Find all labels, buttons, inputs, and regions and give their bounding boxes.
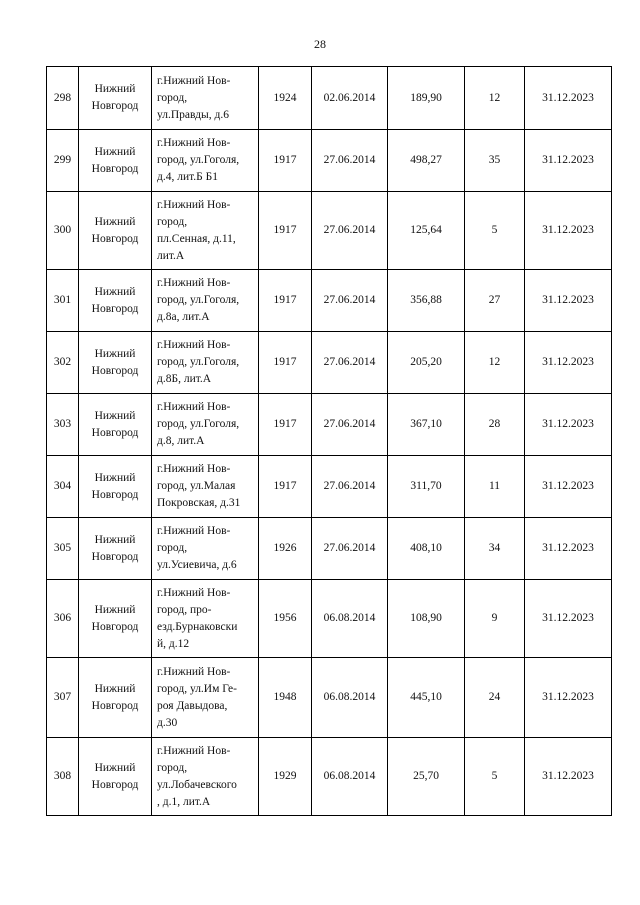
row-number: 299 (47, 130, 79, 192)
address-cell (152, 332, 259, 394)
address-cell-line: город, про- (157, 603, 212, 616)
date-cell: 27.06.2014 (312, 394, 388, 456)
address-cell-line: г.Нижний Нов- (157, 665, 231, 678)
date-cell: 27.06.2014 (312, 332, 388, 394)
row-number: 302 (47, 332, 79, 394)
date-cell: 06.08.2014 (312, 580, 388, 658)
address-cell-line: г.Нижний Нов- (157, 74, 231, 87)
area-cell: 125,64 (388, 192, 465, 270)
date-cell: 27.06.2014 (312, 130, 388, 192)
count-cell: 5 (465, 738, 525, 816)
city-cell-line: Нижний (94, 285, 136, 298)
address-cell (152, 456, 259, 518)
deadline-cell: 31.12.2023 (525, 580, 612, 658)
year-cell: 1929 (259, 738, 312, 816)
area-cell: 367,10 (388, 394, 465, 456)
deadline-cell: 31.12.2023 (525, 658, 612, 738)
table-row (47, 518, 612, 580)
city-cell (79, 270, 152, 332)
row-number: 300 (47, 192, 79, 270)
area-cell: 311,70 (388, 456, 465, 518)
deadline-cell: 31.12.2023 (525, 738, 612, 816)
address-cell (152, 270, 259, 332)
date-cell: 27.06.2014 (312, 192, 388, 270)
address-cell (152, 192, 259, 270)
city-cell-line: Новгород (91, 232, 139, 245)
address-cell-line: г.Нижний Нов- (157, 198, 231, 211)
city-cell (79, 130, 152, 192)
area-cell: 108,90 (388, 580, 465, 658)
year-cell: 1956 (259, 580, 312, 658)
city-cell-line: Новгород (91, 100, 139, 112)
count-cell: 9 (465, 580, 525, 658)
address-cell-line: город, ул.Гоголя, (157, 356, 240, 368)
table-row (47, 130, 612, 192)
address-cell-line: ул.Усиевича, д.6 (157, 559, 237, 571)
row-number: 303 (47, 394, 79, 456)
city-cell-line: Новгород (91, 778, 139, 791)
deadline-cell: 31.12.2023 (525, 394, 612, 456)
year-cell: 1948 (259, 658, 312, 738)
area-cell: 408,10 (388, 518, 465, 580)
city-cell (79, 456, 152, 518)
city-cell (79, 394, 152, 456)
city-cell-line: Нижний (94, 215, 136, 228)
count-cell: 12 (465, 67, 525, 130)
year-cell: 1917 (259, 130, 312, 192)
address-cell-line: езд.Бурнаковски (157, 620, 238, 633)
city-cell-line: Новгород (91, 620, 139, 633)
table-row (47, 394, 612, 456)
address-cell (152, 394, 259, 456)
count-cell: 11 (465, 456, 525, 518)
address-cell-line: д.8Б, лит.А (157, 373, 212, 385)
city-cell (79, 658, 152, 738)
deadline-cell: 31.12.2023 (525, 456, 612, 518)
city-cell-line: Нижний (94, 603, 136, 616)
table-row (47, 580, 612, 658)
city-cell-line: Новгород (91, 364, 139, 377)
table-row (47, 738, 612, 816)
address-cell-line: ул.Лобачевского (157, 778, 237, 791)
area-cell: 25,70 (388, 738, 465, 816)
year-cell: 1917 (259, 394, 312, 456)
count-cell: 35 (465, 130, 525, 192)
address-cell-line: г.Нижний Нов- (157, 525, 231, 537)
area-cell: 356,88 (388, 270, 465, 332)
row-number: 308 (47, 738, 79, 816)
address-cell-line: г.Нижний Нов- (157, 137, 231, 149)
address-cell-line: город, (157, 761, 188, 774)
city-cell (79, 332, 152, 394)
row-number: 305 (47, 518, 79, 580)
deadline-cell: 31.12.2023 (525, 67, 612, 130)
city-cell-line: Новгород (91, 302, 139, 315)
city-cell-line: Новгород (91, 699, 139, 712)
city-cell-line: Нижний (94, 347, 136, 360)
city-cell (79, 580, 152, 658)
table-body (47, 67, 612, 816)
year-cell: 1917 (259, 456, 312, 518)
housing-registry-table (46, 66, 612, 816)
count-cell: 28 (465, 394, 525, 456)
area-cell: 189,90 (388, 67, 465, 130)
date-cell: 27.06.2014 (312, 456, 388, 518)
table-row (47, 192, 612, 270)
address-cell-line: лит.А (157, 249, 185, 262)
deadline-cell: 31.12.2023 (525, 332, 612, 394)
address-cell (152, 518, 259, 580)
city-cell-line: Нижний (94, 682, 136, 695)
address-cell (152, 658, 259, 738)
address-cell-line: г.Нижний Нов- (157, 339, 231, 351)
address-cell-line: д.4, лит.Б Б1 (157, 171, 218, 183)
city-cell-line: Новгород (91, 162, 139, 175)
address-cell-line: г.Нижний Нов- (157, 401, 231, 413)
year-cell: 1917 (259, 270, 312, 332)
address-cell-line: г.Нижний Нов- (157, 744, 231, 757)
row-number: 301 (47, 270, 79, 332)
address-cell-line: город, (157, 215, 188, 228)
address-cell-line: , д.1, лит.А (157, 795, 211, 808)
city-cell-line: Нижний (94, 533, 136, 546)
address-cell-line: пл.Сенная, д.11, (157, 232, 236, 245)
address-cell-line: г.Нижний Нов- (157, 586, 231, 599)
city-cell-line: Новгород (91, 550, 139, 563)
year-cell: 1917 (259, 332, 312, 394)
city-cell-line: Нижний (94, 409, 136, 422)
count-cell: 27 (465, 270, 525, 332)
table-row (47, 658, 612, 738)
row-number: 298 (47, 67, 79, 130)
date-cell: 27.06.2014 (312, 270, 388, 332)
address-cell-line: г.Нижний Нов- (157, 277, 231, 289)
count-cell: 24 (465, 658, 525, 738)
address-cell (152, 738, 259, 816)
area-cell: 205,20 (388, 332, 465, 394)
count-cell: 5 (465, 192, 525, 270)
deadline-cell: 31.12.2023 (525, 130, 612, 192)
area-cell: 445,10 (388, 658, 465, 738)
address-cell (152, 130, 259, 192)
city-cell (79, 67, 152, 130)
row-number: 304 (47, 456, 79, 518)
address-cell-line: город, (157, 91, 188, 104)
address-cell-line: город, ул.Гоголя, (157, 294, 240, 306)
address-cell-line: д.30 (157, 716, 178, 729)
address-cell-line: й, д.12 (157, 637, 190, 650)
table-row (47, 332, 612, 394)
deadline-cell: 31.12.2023 (525, 192, 612, 270)
table-row (47, 67, 612, 130)
address-cell-line: д.8, лит.А (157, 435, 205, 447)
year-cell: 1924 (259, 67, 312, 130)
address-cell-line: город, ул.Гоголя, (157, 418, 240, 430)
city-cell-line: Нижний (94, 471, 136, 484)
count-cell: 12 (465, 332, 525, 394)
address-cell-line: город, ул.Гоголя, (157, 154, 240, 166)
city-cell-line: Новгород (91, 488, 139, 501)
date-cell: 06.08.2014 (312, 738, 388, 816)
area-cell: 498,27 (388, 130, 465, 192)
address-cell-line: город, (157, 542, 188, 554)
address-cell-line: ул.Правды, д.6 (157, 108, 229, 121)
address-cell-line: город, ул.Им Ге- (157, 682, 237, 695)
row-number: 306 (47, 580, 79, 658)
date-cell: 27.06.2014 (312, 518, 388, 580)
year-cell: 1917 (259, 192, 312, 270)
address-cell-line: роя Давыдова, (157, 699, 228, 712)
table-row (47, 270, 612, 332)
date-cell: 06.08.2014 (312, 658, 388, 738)
count-cell: 34 (465, 518, 525, 580)
city-cell (79, 192, 152, 270)
deadline-cell: 31.12.2023 (525, 518, 612, 580)
date-cell: 02.06.2014 (312, 67, 388, 130)
city-cell-line: Нижний (94, 761, 136, 774)
address-cell-line: Покровская, д.31 (157, 497, 241, 509)
year-cell: 1926 (259, 518, 312, 580)
address-cell (152, 67, 259, 130)
address-cell (152, 580, 259, 658)
city-cell-line: Нижний (94, 145, 136, 158)
city-cell (79, 518, 152, 580)
address-cell-line: д.8а, лит.А (157, 311, 210, 323)
city-cell (79, 738, 152, 816)
table-row (47, 456, 612, 518)
city-cell-line: Новгород (91, 426, 139, 439)
address-cell-line: город, ул.Малая (157, 480, 236, 492)
address-cell-line: г.Нижний Нов- (157, 463, 231, 475)
city-cell-line: Нижний (94, 83, 136, 95)
row-number: 307 (47, 658, 79, 738)
page-number: 28 (314, 37, 326, 51)
deadline-cell: 31.12.2023 (525, 270, 612, 332)
